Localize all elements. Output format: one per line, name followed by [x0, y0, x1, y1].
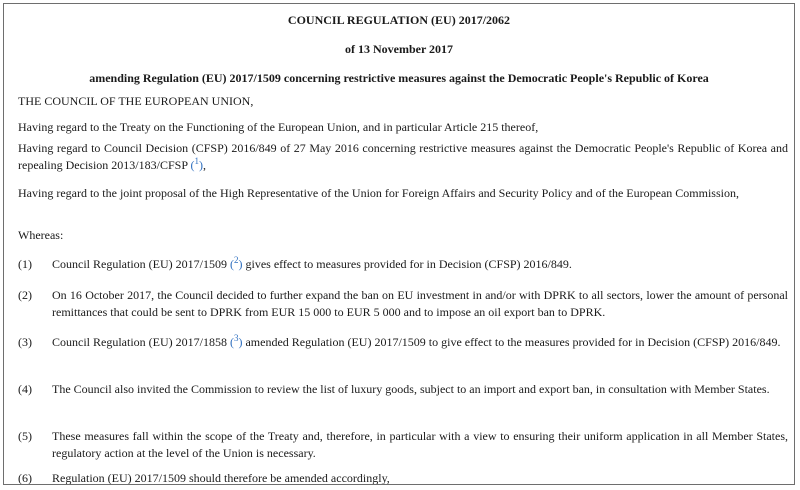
recital-text-before: Council Regulation (EU) 2017/1858: [52, 335, 227, 349]
footnote-close-paren: ): [199, 158, 204, 172]
having-regard-decision: [18, 140, 788, 174]
recital-number: (2): [18, 288, 32, 302]
footnote-open-paren: (: [190, 158, 195, 172]
council-heading: THE COUNCIL OF THE EUROPEAN UNION,: [18, 94, 254, 108]
recital-number: (5): [18, 429, 32, 443]
regulation-date: of 13 November 2017: [344, 42, 454, 56]
recital-text: Regulation (EU) 2017/1509 should therefore be amended accordingly,: [52, 471, 390, 485]
footnote-open-paren: (: [229, 335, 234, 349]
footnote-open-paren: (: [229, 257, 234, 271]
footnote-link-2[interactable]: 2: [233, 255, 239, 265]
recital-text-after: amended Regulation (EU) 2017/1509 to give effect to the measures provided for in Decision (CFSP) 2016/849.: [242, 335, 781, 349]
recital-text-after: gives effect to measures provided for in Decision (CFSP) 2016/849.: [242, 257, 572, 271]
recital-text: [52, 334, 788, 351]
footnote-link-1[interactable]: 1: [194, 156, 200, 166]
document-page: [3, 3, 795, 485]
footnote-link-3[interactable]: 3: [233, 333, 239, 343]
recital-text: On 16 October 2017, the Council decided to further expand the ban on EU investment in and/or with DPRK to all sectors, lower the amount of personal remittances that could be sent to DPRK from EUR 15 000 to EUR 5 000 and to impose an oil export ban to DPRK.: [52, 288, 788, 319]
recital-number: (3): [18, 335, 32, 349]
footnote-close-paren: ): [238, 257, 243, 271]
having-regard-decision-end: ,: [203, 158, 207, 172]
having-regard-proposal: Having regard to the joint proposal of the High Representative of the Union for Foreign Affairs and Security Policy and of the European Commission,: [18, 186, 739, 200]
regulation-title: COUNCIL REGULATION (EU) 2017/2062: [287, 13, 511, 27]
having-regard-treaty: Having regard to the Treaty on the Functioning of the European Union, and in particular Article 215 thereof,: [18, 120, 539, 134]
recital-text: The Council also invited the Commission to review the list of luxury goods, subject to an import and export ban, in consultation with Member States.: [52, 382, 770, 396]
recital-number: (6): [18, 471, 32, 485]
recital-number: (4): [18, 382, 32, 396]
recital-text-before: Council Regulation (EU) 2017/1509: [52, 257, 227, 271]
recital-text: [52, 256, 788, 273]
recital-text: These measures fall within the scope of the Treaty and, therefore, in particular with a view to ensuring their uniform application in all Member States, regulatory action at the level of the Union is necessary.: [52, 429, 788, 460]
whereas-heading: Whereas:: [18, 228, 64, 242]
footnote-close-paren: ): [238, 335, 243, 349]
having-regard-decision-text: Having regard to Council Decision (CFSP) 2016/849 of 27 May 2016 concerning restrictive measures against the Democratic People's Republic of Korea and repealing Decision 2013/183/CFSP: [18, 141, 788, 172]
regulation-subject: amending Regulation (EU) 2017/1509 concerning restrictive measures against the Democratic People's Republic of Korea: [89, 71, 709, 85]
recital-number: (1): [18, 257, 32, 271]
